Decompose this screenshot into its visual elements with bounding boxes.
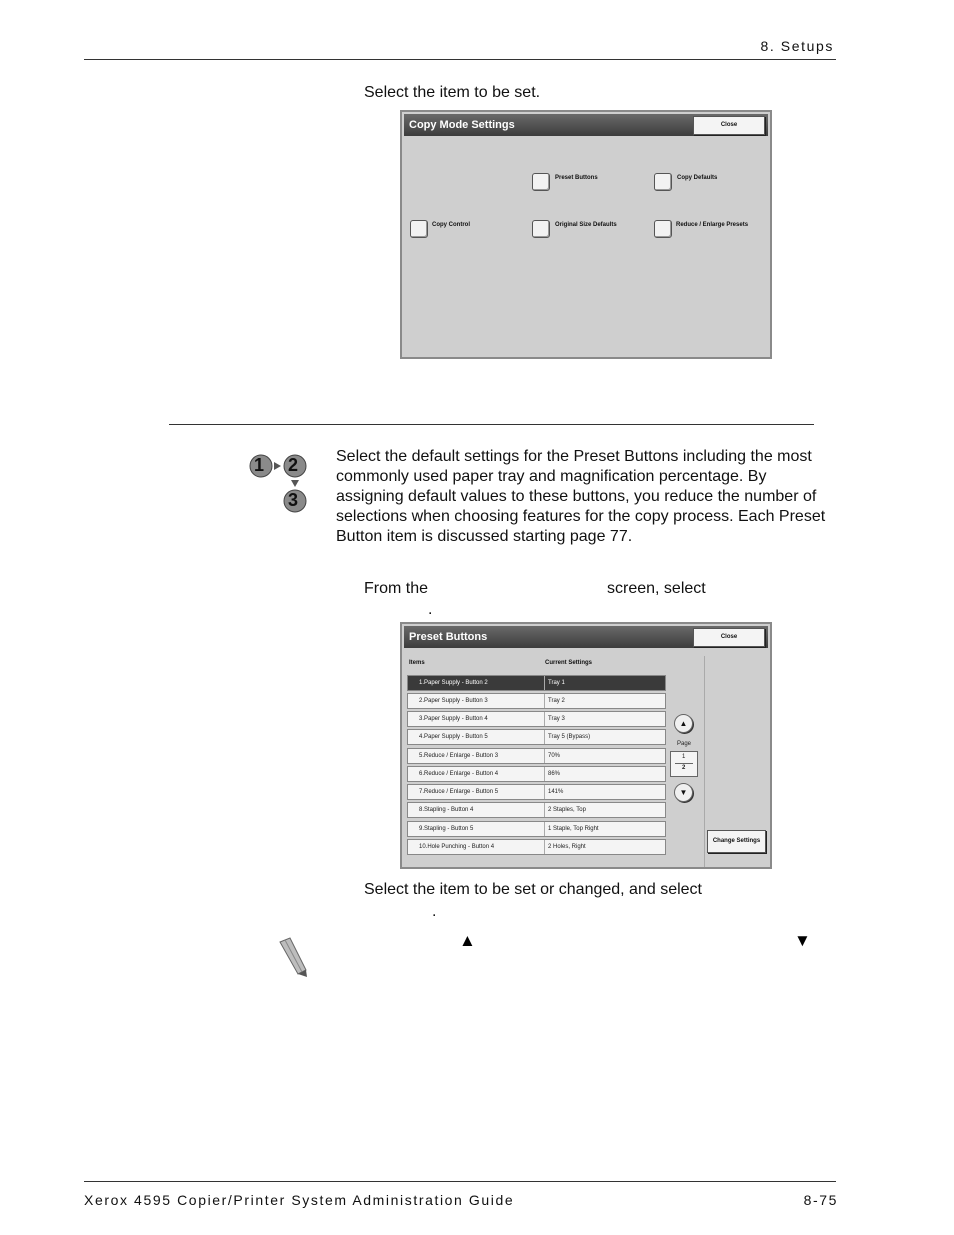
footer-page-number: 8-75 — [803, 1192, 838, 1208]
intro-instruction: Select the item to be set. — [364, 84, 541, 101]
row-item: 8.Stapling - Button 4 — [419, 807, 474, 813]
row-item: 7.Reduce / Enlarge - Button 5 — [419, 789, 499, 795]
footer-title: Xerox 4595 Copier/Printer System Administration Guide — [84, 1192, 515, 1208]
change-settings-button[interactable] — [707, 830, 766, 853]
screen-title: Copy Mode Settings — [404, 114, 768, 136]
table-row[interactable] — [407, 802, 666, 818]
page-down-button[interactable] — [674, 783, 693, 802]
step1-middle: screen, select — [607, 580, 706, 597]
section-rule — [169, 424, 814, 425]
step2-line1: Select the item to be set or changed, and select — [364, 881, 702, 898]
copy-defaults-label: Copy Defaults — [677, 175, 718, 181]
row-item: 1.Paper Supply - Button 2 — [419, 680, 488, 686]
chevron-up-icon: ▲ — [679, 719, 688, 728]
table-row[interactable] — [407, 729, 666, 745]
step-number-3: 3 — [288, 490, 299, 510]
row-setting: 141% — [544, 785, 563, 799]
page-indicator — [670, 751, 698, 777]
copy-defaults-checkbox[interactable] — [654, 173, 672, 191]
row-setting: 2 Holes, Right — [544, 840, 586, 854]
table-row[interactable] — [407, 711, 666, 727]
header-rule — [84, 59, 836, 60]
copy-mode-settings-screen — [400, 110, 772, 359]
page-up-button[interactable] — [674, 714, 693, 733]
row-item: 4.Paper Supply - Button 5 — [419, 734, 488, 740]
step-number-1: 1 — [254, 455, 265, 475]
right-divider — [704, 656, 705, 867]
preset-description: Select the default settings for the Preset Buttons including the most commonly used paper tray and magnification percentage. By assigning default values to these buttons, you reduce the number of selections when choosing features for the copy process. Each Preset Button item is discussed starting page 77. — [336, 448, 826, 545]
row-item: 5.Reduce / Enlarge - Button 3 — [419, 753, 499, 759]
row-item: 2.Paper Supply - Button 3 — [419, 698, 488, 704]
table-row[interactable] — [407, 839, 666, 855]
screen-title: Preset Buttons — [404, 626, 768, 648]
reduce-enlarge-presets-checkbox[interactable] — [654, 220, 672, 238]
row-setting: Tray 1 — [544, 676, 565, 690]
page-total: 2 — [682, 765, 686, 771]
page-current: 1 — [682, 754, 686, 760]
change-settings-label: Change Settings — [712, 838, 761, 844]
table-row[interactable] — [407, 784, 666, 800]
page-divider — [675, 763, 693, 764]
items-column-header: Items — [409, 660, 425, 666]
table-row[interactable] — [407, 693, 666, 709]
close-button[interactable]: Close — [693, 628, 765, 647]
copy-control-label: Copy Control — [432, 222, 470, 228]
row-item: 3.Paper Supply - Button 4 — [419, 716, 488, 722]
step-number-2: 2 — [288, 455, 299, 475]
table-row[interactable] — [407, 821, 666, 837]
section-header: 8. Setups — [760, 38, 834, 54]
down-arrow-icon: ▼ — [794, 931, 811, 950]
note-pencil-icon — [276, 936, 310, 978]
table-row[interactable] — [407, 675, 666, 691]
preset-buttons-label: Preset Buttons — [555, 175, 598, 181]
reduce-enlarge-presets-label: Reduce / Enlarge Presets — [676, 222, 749, 228]
close-button[interactable]: Close — [693, 116, 765, 135]
preset-buttons-screen — [400, 622, 772, 869]
row-item: 6.Reduce / Enlarge - Button 4 — [419, 771, 499, 777]
up-arrow-icon: ▲ — [459, 931, 476, 950]
row-setting: 70% — [544, 749, 560, 763]
step1-end: . — [428, 601, 433, 618]
row-setting: 86% — [544, 767, 560, 781]
steps-icon — [249, 451, 311, 513]
table-row[interactable] — [407, 766, 666, 782]
settings-column-header: Current Settings — [545, 660, 593, 666]
original-size-defaults-label: Original Size Defaults — [555, 222, 617, 228]
row-setting: Tray 3 — [544, 712, 565, 726]
row-item: 10.Hole Punching - Button 4 — [419, 844, 495, 850]
row-setting: Tray 5 (Bypass) — [544, 730, 590, 744]
step1-prefix: From the — [364, 580, 429, 597]
preset-buttons-checkbox[interactable] — [532, 173, 550, 191]
chevron-down-icon: ▼ — [679, 788, 688, 797]
table-row[interactable] — [407, 748, 666, 764]
row-setting: 1 Staple, Top Right — [544, 822, 599, 836]
row-setting: 2 Staples, Top — [544, 803, 586, 817]
copy-control-checkbox[interactable] — [410, 220, 428, 238]
original-size-defaults-checkbox[interactable] — [532, 220, 550, 238]
step2-end: . — [432, 903, 437, 920]
footer-rule — [84, 1181, 836, 1182]
page-label: Page — [677, 741, 692, 747]
row-item: 9.Stapling - Button 5 — [419, 826, 474, 832]
row-setting: Tray 2 — [544, 694, 565, 708]
